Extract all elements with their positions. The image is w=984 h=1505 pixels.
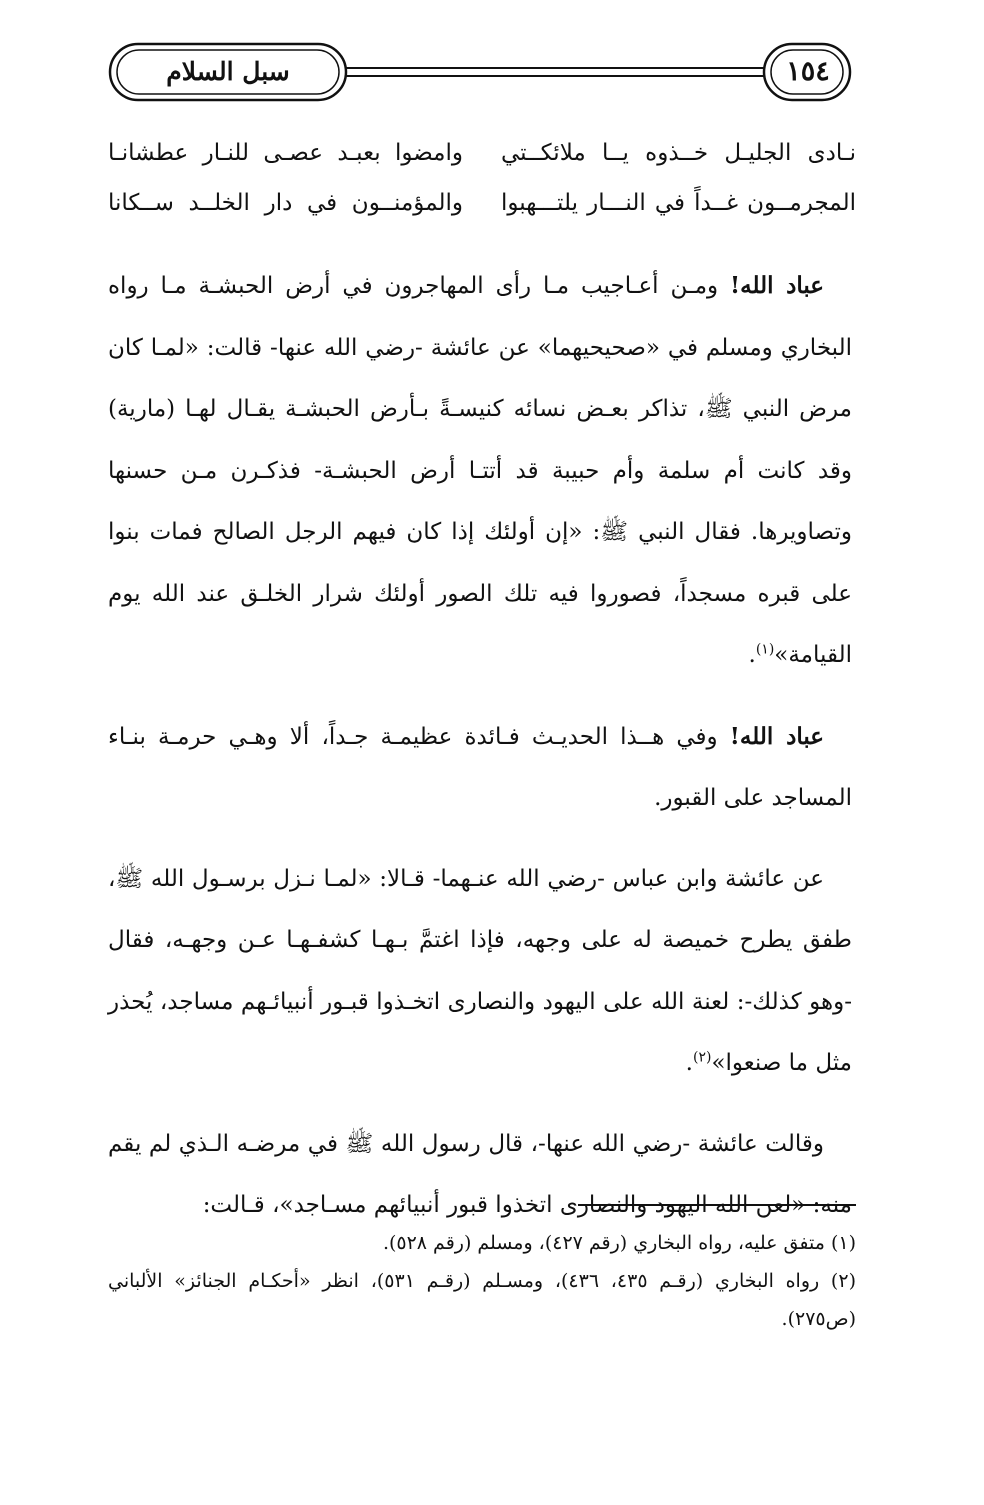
main-text bbox=[108, 255, 852, 1256]
running-title: سبل السلام bbox=[166, 57, 290, 86]
poem-verse bbox=[108, 128, 856, 178]
paragraph-text: وفي هــذا الحديـث فـائدة عظيمـة جـداً، ألا وهـي حرمـة بنـاء المساجد على القبور. bbox=[108, 723, 852, 811]
paragraph-text: وقالت عائشة -رضي الله عنها-، قال رسول الله ﷺ في مرضـه الـذي لم يقم منه: «لعن الله اليهود والنصارى اتخذوا قبور أنبيائهم مسـاجد»، قـالت: bbox=[108, 1130, 852, 1218]
footnote: (٢) رواه البخاري (رقـم ٤٣٥، ٤٣٦)، ومسـلم (رقـم ٥٣١)، انظر «أحكـام الجنائز» الألباني (ص٢٧٥). bbox=[108, 1270, 856, 1330]
verse-first-hemistich: نـادى الجليـل خــذوه يــا ملائكــتي bbox=[501, 140, 856, 166]
paragraph-lead: عباد الله! bbox=[730, 272, 824, 299]
page-number: ١٥٤ bbox=[786, 56, 830, 87]
page-header bbox=[108, 40, 852, 104]
paragraph-text: ومـن أعـاجيب مـا رأى المهاجرون في أرض الحبشـة مـا رواه البخاري ومسلم في «صحيحيهما» عن عائشة -رضي الله عنها- قالت: «لمـا كان مرض النبي ﷺ، تذاكر بعـض نسائه كنيسـةً بـأرض الحبشـة يقـال لهـا (مارية) وقد كانت أم سلمة وأم حبيبة قد أتتـا أرض الحبشـة- فذكـرن مـن حسنها وتصاويرها. فقال النبي ﷺ: «إن أولئك إذا كان فيهم الرجل الصالح فمات بنوا على قبره مسجداً، فصوروا فيه تلك الصور أولئك شرار الخلـق عند الله يوم القيامة» bbox=[108, 273, 852, 668]
paragraph-text: عن عائشة وابن عباس -رضي الله عنـهما- قـالا: «لمـا نـزل برسـول الله ﷺ، طفق يطرح خميصة له على وجهه، فإذا اغتمَّ بـهـا كشفـهـا عـن وجهـه، فقال -وهو كذلك-: لعنة الله على اليهود والنصارى اتخـذوا قبـور أنبيائـهم مساجد، يُحذر مثل ما صنعوا» bbox=[108, 865, 852, 1076]
footnote-divider bbox=[578, 1204, 856, 1206]
verse-second-hemistich: والمؤمنــون في دار الخلــد ســكانا bbox=[108, 190, 463, 216]
footnotes bbox=[108, 1224, 856, 1338]
verse-first-hemistich: المجرمــون غــداً في النـــار يلتـــهبوا bbox=[501, 190, 856, 216]
footnote-ref: (١) bbox=[755, 641, 775, 658]
footnote-ref: (٢) bbox=[692, 1049, 712, 1066]
poem-verse bbox=[108, 178, 856, 228]
footnote: (١) متفق عليه، رواه البخاري (رقم ٤٢٧)، ومسلم (رقم ٥٢٨). bbox=[382, 1232, 856, 1254]
paragraph-tail: . bbox=[685, 1050, 693, 1076]
paragraph bbox=[108, 1114, 852, 1237]
poem bbox=[108, 128, 856, 228]
verse-second-hemistich: وامضوا بعبـد عصـى للنـار عطشانـا bbox=[108, 140, 463, 166]
paragraph bbox=[108, 255, 852, 687]
paragraph-lead: عباد الله! bbox=[729, 722, 824, 750]
paragraph bbox=[108, 849, 852, 1095]
paragraph-tail: . bbox=[748, 642, 756, 668]
paragraph bbox=[108, 706, 852, 830]
